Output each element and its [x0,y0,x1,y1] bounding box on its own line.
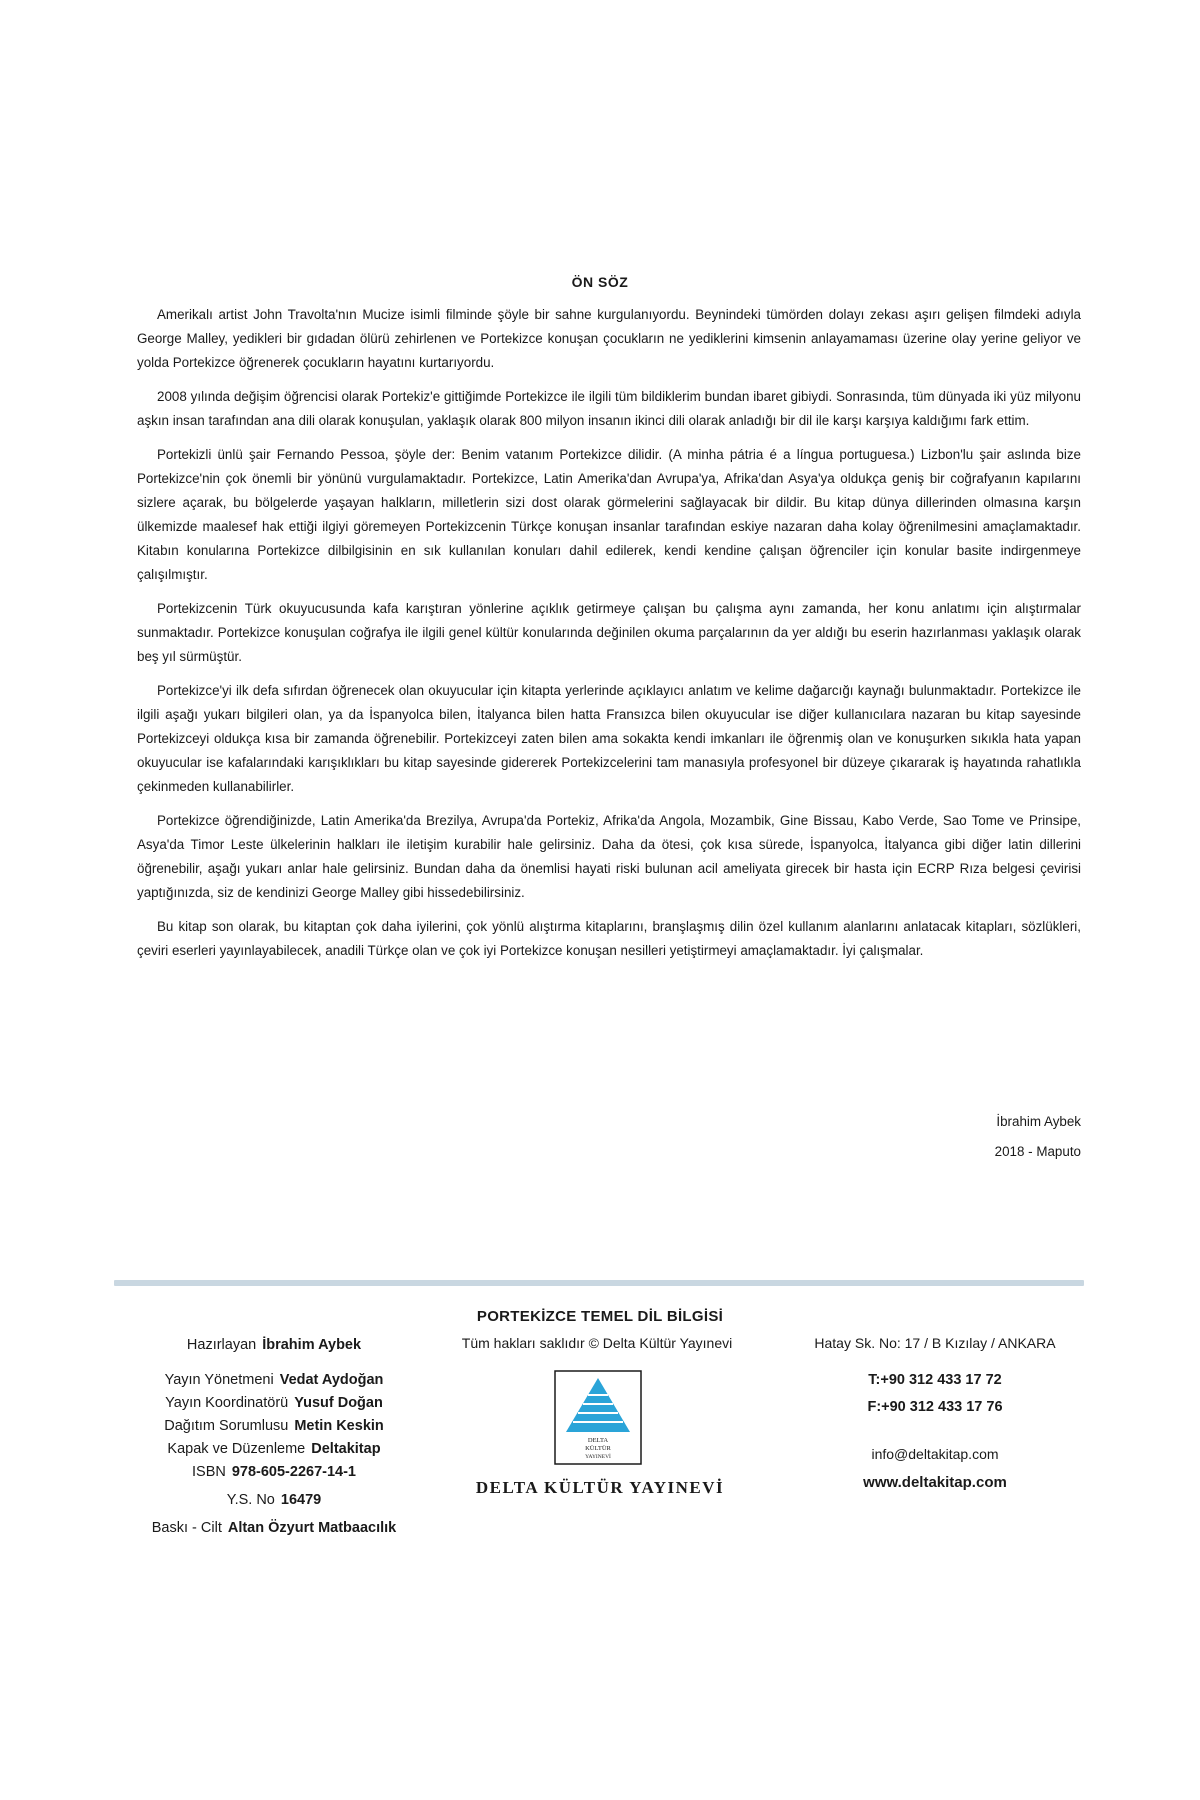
credit-label: ISBN [192,1464,226,1480]
credit-value: İbrahim Aybek [262,1337,362,1353]
credit-row [114,1395,434,1411]
credit-label: Yayın Koordinatörü [165,1395,289,1411]
publisher-address: Hatay Sk. No: 17 / B Kızılay / ANKARA [814,1335,1056,1351]
logo-text-line: DELTA [587,1437,609,1444]
credit-value: Altan Özyurt Matbaacılık [227,1520,397,1536]
signature-place: 2018 - Maputo [994,1144,1081,1159]
credit-label: Y.S. No [226,1492,275,1508]
email-address[interactable]: info@deltakitap.com [871,1446,999,1462]
delta-logo-icon [554,1370,642,1465]
preface-paragraph: Portekizce'yi ilk defa sıfırdan öğrenecek olan okuyucular için kitapta yerlerinde açıklayıcı anlatım ve kelime dağarcığı kaynağı bulunmaktadır. Portekizce ile ilgili aşağı yukarı bilgileri olan, ya da İspanyolca bilen, İtalyanca bilen hatta Fransızca bilen okuyucular ise diğer kullanıcılara nazaran bu kitap sayesinde Portekizceyi oldukça kısa bir zamanda öğrenebilir. Portekizceyi zaten bilen ama sokakta kendi imkanları ile öğrenmiş olan ve konuşurken sıkıkla hata yapan okuyucular ise kafalarındaki karışıklıkları bu kitap sayesinde gidererek Portekizcelerini tam manasıyla profesyonel bir düzeye çıkararak iş hayatında rahatlıkla çekinmeden kullanabilirler. [137,683,1081,794]
logo-text-line: KÜLTÜR [585,1445,611,1452]
credit-label: Baskı - Cilt [151,1520,222,1536]
preface-paragraph: Portekizli ünlü şair Fernando Pessoa, şöyle der: Benim vatanım Portekizce dilidir. (A minha pátria é a língua portuguesa.) Lizbon'lu şair aslında bize Portekizce'nin çok önemli bir yönünü vurgulamaktadır. Portekizce, Latin Amerika'dan Avrupa'ya, Afrika'dan Asya'ya oldukça geniş bir coğrafyanın kapılarını sizlere açarak, bu bölgelerde yaşayan halkların, milletlerin sizi dost olarak görmelerini sağlayacak bir dildir. Bu kitap dünya dillerinden olmasına karşın ülkemizde maalesef hak ettiği ilgiyi göremeyen Portekizcenin Türkçe konuşan insanlar tarafından eskiye nazaran daha kolay öğrenilmesini amaçlamaktadır. Kitabın konularına Portekizce dilbilgisinin en sık kullanılan konuları dahil edilerek, kendi kendine çalışan öğrenciler için konular basite indirgenmeye çalışılmıştır. [137,447,1081,582]
credit-value: Yusuf Doğan [294,1395,383,1411]
preface-paragraph: Portekizcenin Türk okuyucusunda kafa karıştıran yönlerine açıklık getirmeye çalışan bu çalışma aynı zamanda, her konu anlatımı için alıştırmalar sunmaktadır. Portekizce konuşulan coğrafya ile ilgili genel kültür konularında değinilen okuma parçalarının da yer aldığı bu eserin hazırlanması yaklaşık olarak beş yıl sürmüştür. [137,601,1081,664]
preface-paragraph: Bu kitap son olarak, bu kitaptan çok daha iyilerini, çok yönlü alıştırma kitaplarını, branşlaşmış dilin özel kullanım alanlarını anlatacak kitapları, sözlükleri, çeviri eserleri yayınlayabilecek, anadili Türkçe olan ve çok iyi Portekizce konuşan nesilleri yetiştirmeyi amaçlamaktadır. İyi çalışmalar. [137,919,1081,958]
preface-paragraph: Portekizce öğrendiğinizde, Latin Amerika'da Brezilya, Avrupa'da Portekiz, Afrika'da Angola, Mozambik, Gine Bissau, Kabo Verde, Sao Tome ve Prinsipe, Asya'da Timor Leste ülkelerinin halkları ile iletişim kurabilir hale gelirsiniz. Daha da ötesi, çok kısa sürede, İspanyolca, İtalyanca gibi diğer latin dillerini öğrenebilir, aşağı yukarı anlar hale gelirsiniz. Bundan daha da önemlisi hayati riski bulunan acil ameliyata girecek bir hasta için ECRP Rıza belgesi çevirisi yaptığınızda, siz de kendinizi George Malley gibi hissedebilirsiniz. [137,813,1081,900]
credit-value: 16479 [280,1492,322,1508]
rights-notice: Tüm hakları saklıdır © Delta Kültür Yayınevi [461,1335,733,1351]
credit-value: Deltakitap [311,1441,381,1457]
publisher-name: DELTA KÜLTÜR YAYINEVİ [475,1478,725,1497]
preface-title: ÖN SÖZ [571,274,629,290]
website-link[interactable]: www.deltakitap.com [863,1474,1007,1491]
credit-label: Hazırlayan [186,1337,257,1353]
imprint-title: PORTEKİZCE TEMEL DİL BİLGİSİ [476,1308,724,1325]
credit-row [114,1372,434,1388]
credit-row [114,1441,434,1457]
credit-label: Dağıtım Sorumlusu [164,1418,289,1434]
credit-row [114,1418,434,1434]
credit-label: Kapak ve Düzenleme [167,1441,306,1457]
logo-text-line: YAYINEVİ [585,1454,611,1460]
phone-number: T:+90 312 433 17 72 [868,1372,1002,1388]
section-divider [114,1280,1084,1286]
preface-paragraph: Amerikalı artist John Travolta'nın Mucize isimli filminde şöyle bir sahne kurgulanıyordu. Beynindeki tümörden dolayı zekası aşırı gelişen filmdeki adıyla George Malley, yedikleri bir gıdadan ölürü zehirlenen ve Portekizce konuşan çocukların ne yediklerini kimsenin anlayamaması üzerine olay yerine geliyor ve yolda Portekizce öğrenerek çocukların hayatını kurtarıyordu. [137,307,1081,370]
preface-body [137,303,1081,973]
credit-value: Metin Keskin [294,1418,384,1434]
credit-row [114,1337,434,1353]
credit-label: Yayın Yönetmeni [164,1372,274,1388]
signature-name: İbrahim Aybek [996,1114,1081,1129]
credit-value: 978-605-2267-14-1 [231,1464,356,1480]
credit-value: Vedat Aydoğan [279,1372,384,1388]
credit-row [114,1520,434,1536]
preface-paragraph: 2008 yılında değişim öğrencisi olarak Portekiz'e gittiğimde Portekizce ile ilgili tüm bildiklerim bundan ibaret gibiydi. Sonrasında, tüm dünyada iki yüz milyonu aşkın insan tarafından ana dili olarak konuşulan, yaklaşık olarak 800 milyon insanın ikinci dili olarak anladığı bir dil ile karşı karşıya kaldığımı fark ettim. [137,389,1081,428]
fax-number: F:+90 312 433 17 76 [867,1399,1003,1415]
